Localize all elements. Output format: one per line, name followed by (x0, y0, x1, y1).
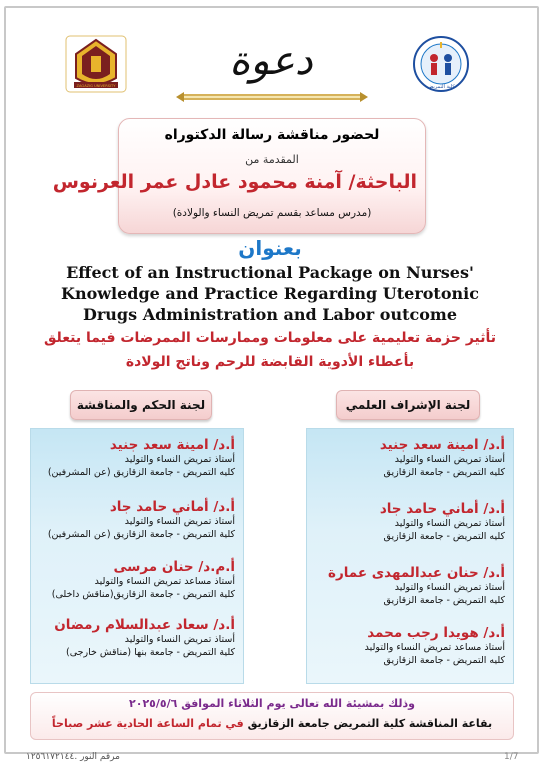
examiner-name: أ.د/ سعاد عبدالسلام رمضان (54, 617, 235, 633)
invitation-title: دعوة (229, 38, 313, 84)
supervisor-title: أستاذ تمريض النساء والتوليد (394, 518, 505, 529)
examiner-affiliation: كليه التمريض - جامعة الزقازيق (عن المشرفين) (47, 467, 235, 478)
researcher-line (52, 171, 417, 193)
examiner-card (37, 617, 235, 659)
supervisor-card (313, 437, 505, 479)
examiner-title: أستاذ مساعد تمريض النساء والتوليد (94, 576, 235, 587)
examiner-name: أ.د/ أماني حامد جاد (109, 499, 235, 515)
examiner-card (37, 499, 235, 541)
examiner-card (37, 437, 235, 479)
examination-committee-label: لجنة الحكم والمناقشة (70, 390, 212, 420)
svg-text:ZAGAZIG UNIVERSITY: ZAGAZIG UNIVERSITY (76, 84, 116, 88)
supervisor-affiliation: كليه التمريض - جامعة الزقازيق (383, 595, 505, 606)
zagazig-university-logo (64, 34, 128, 94)
supervisor-name: أ.د/ هويدا رجب محمد (367, 625, 505, 641)
examiner-title: أستاذ تمريض النساء والتوليد (124, 634, 235, 645)
supervisor-title: أستاذ تمريض النساء والتوليد (394, 454, 505, 465)
researcher-position: (مدرس مساعد بقسم تمريض النساء والولادة) (172, 207, 372, 219)
schedule-footer (30, 692, 514, 740)
supervisor-title: أستاذ تمريض النساء والتوليد (394, 582, 505, 593)
supervisor-card (313, 625, 505, 667)
supervision-committee-label: لجنة الإشراف العلمي (336, 390, 480, 420)
researcher-name: آمنة محمود عادل عمر العرنوس (52, 171, 342, 193)
supervisor-name: أ.د/ حنان عبدالمهدى عمارة (328, 565, 505, 581)
examiner-name: أ.د/ امينة سعد جنيد (109, 437, 235, 453)
schedule-date: وذلك بمشيئة الله تعالى يوم الثلاثاء الموافق ٢٠٢٥/٥/٦ (129, 697, 415, 710)
arabic-title-line2: بأعطاء الأدوية القابضة للرحم وناتج الولادة (125, 354, 415, 370)
supervisor-card (313, 565, 505, 607)
defense-heading: لحضور مناقشة رسالة الدكتوراه (164, 127, 380, 143)
arabic-title-line1: تأثير حزمة تعليمية على معلومات وممارسات الممرضات فيما يتعلق (43, 330, 497, 346)
page-number: 1/7 (504, 752, 519, 762)
examiner-title: أستاذ تمريض النساء والتوليد (124, 516, 235, 527)
svg-text:كلية التمريض: كلية التمريض (427, 84, 455, 90)
supervisor-affiliation: كليه التمريض - جامعة الزقازيق (383, 531, 505, 542)
supervisor-name: أ.د/ امينة سعد جنيد (379, 437, 505, 453)
venue-text: بقاعة المناقشة كلية التمريض جامعة الزقازيق (247, 717, 493, 730)
arabic-thesis-title (40, 326, 500, 374)
time-text: في تمام الساعة الحادية عشر صباحاً (51, 717, 244, 730)
examination-committee-panel (30, 428, 244, 684)
thesis-title-label: بعنوان (238, 236, 302, 260)
researcher-header-box (52, 118, 426, 234)
schedule-venue (31, 717, 513, 730)
faculty-nursing-logo (408, 34, 474, 94)
examiner-affiliation: كلية التمريض - جامعة بنها (مناقش خارجى) (66, 647, 235, 658)
examiner-affiliation: كلية التمريض - جامعة الزقازيق (عن المشرفين) (47, 529, 235, 540)
supervisor-affiliation: كليه التمريض - جامعة الزقازيق (383, 655, 505, 666)
examiner-affiliation: كلية التمريض - جامعة الزقازيق(مناقش داخلى) (51, 589, 235, 600)
english-thesis-title: Effect of an Instructional Package on Nurses' Knowledge and Practice Regarding Uterotonic Drugs Administration and Labor outcome (61, 263, 479, 324)
supervisor-name: أ.د/ أماني حامد جاد (379, 501, 505, 517)
presented-by-label: المقدمة من (245, 153, 299, 166)
supervisor-card (313, 501, 505, 543)
examiner-name: أ.م.د/ حنان مرسى (113, 559, 235, 575)
supervision-committee-panel (306, 428, 514, 684)
examiner-title: أستاذ تمريض النساء والتوليد (124, 454, 235, 465)
examiner-card (37, 559, 235, 601)
title-underline-ornament (176, 90, 368, 104)
researcher-label: الباحثة/ (348, 171, 417, 193)
supervisor-affiliation: كليه التمريض - جامعة الزقازيق (383, 467, 505, 478)
contact-note: مرقم النور .١٢٥٦١٧٢١٤٤ (26, 752, 120, 762)
supervisor-title: أستاذ مساعد تمريض النساء والتوليد (364, 642, 505, 653)
